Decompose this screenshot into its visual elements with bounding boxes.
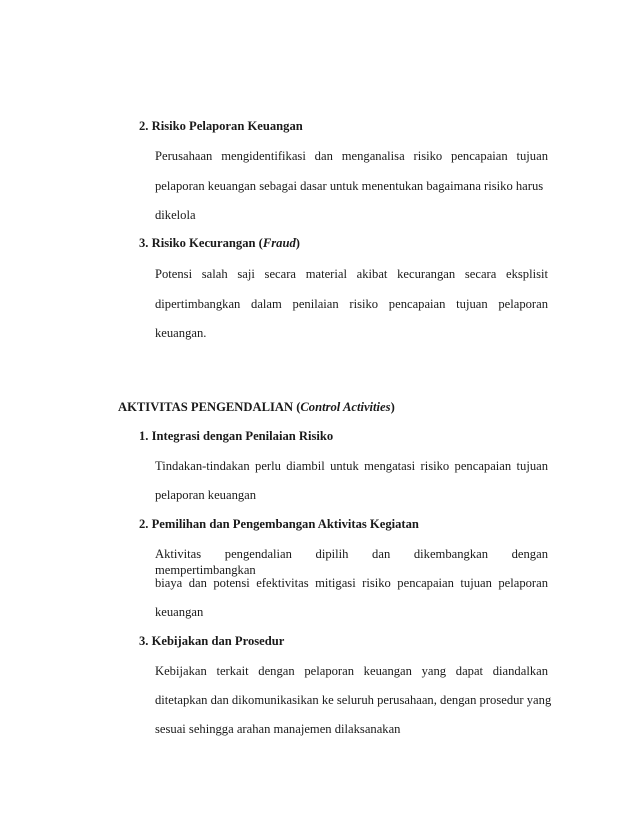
item-title: Pemilihan dan Pengembangan Aktivitas Kegiatan — [151, 517, 419, 531]
item-title-italic: Fraud — [262, 236, 296, 250]
paragraph-line: Potensi salah saji secara material akibat kecurangan secara eksplisit — [155, 267, 548, 281]
section-title: AKTIVITAS PENGENDALIAN ( — [118, 400, 301, 414]
section-item-heading — [139, 633, 284, 649]
item-number: 2. — [139, 517, 149, 531]
paragraph-line: Tindakan-tindakan perlu diambil untuk mengatasi risiko pencapaian tujuan — [155, 459, 548, 473]
item-title-end: ) — [295, 236, 300, 250]
paragraph-line: dipertimbangkan dalam penilaian risiko pencapaian tujuan pelaporan — [155, 297, 548, 311]
paragraph-line: biaya dan potensi efektivitas mitigasi risiko pencapaian tujuan pelaporan — [155, 576, 548, 590]
paragraph-line: pelaporan keuangan sebagai dasar untuk menentukan bagaimana risiko harus — [155, 179, 544, 193]
section-title-end: ) — [390, 400, 395, 414]
item-number: 3. — [139, 634, 149, 648]
item-title: Integrasi dengan Penilaian Risiko — [151, 429, 334, 443]
section-heading — [118, 399, 395, 415]
paragraph-line: Aktivitas pengendalian dipilih dan dikembangkan dengan mempertimbangkan — [155, 547, 548, 577]
item-title: Risiko Pelaporan Keuangan — [151, 119, 303, 133]
item-title: Risiko Kecurangan ( — [151, 236, 263, 250]
paragraph-line: sesuai sehingga arahan manajemen dilaksanakan — [155, 722, 401, 736]
risk-item-heading — [139, 235, 300, 251]
item-number: 2. — [139, 119, 149, 133]
section-item-heading — [139, 428, 333, 444]
paragraph-line: ditetapkan dan dikomunikasikan ke seluruh perusahaan, dengan prosedur yang — [155, 693, 552, 707]
section-item-heading — [139, 516, 419, 532]
paragraph-line: keuangan — [155, 605, 204, 619]
item-number: 3. — [139, 236, 149, 250]
item-title: Kebijakan dan Prosedur — [151, 634, 285, 648]
paragraph-line: Kebijakan terkait dengan pelaporan keuangan yang dapat diandalkan — [155, 664, 548, 678]
risk-item-heading — [139, 118, 303, 134]
item-number: 1. — [139, 429, 149, 443]
paragraph-line: Perusahaan mengidentifikasi dan menganalisa risiko pencapaian tujuan — [155, 149, 548, 163]
paragraph-line: keuangan. — [155, 326, 207, 340]
paragraph-line: dikelola — [155, 208, 196, 222]
paragraph-line: pelaporan keuangan — [155, 488, 257, 502]
section-title-italic: Control Activities — [300, 400, 391, 414]
